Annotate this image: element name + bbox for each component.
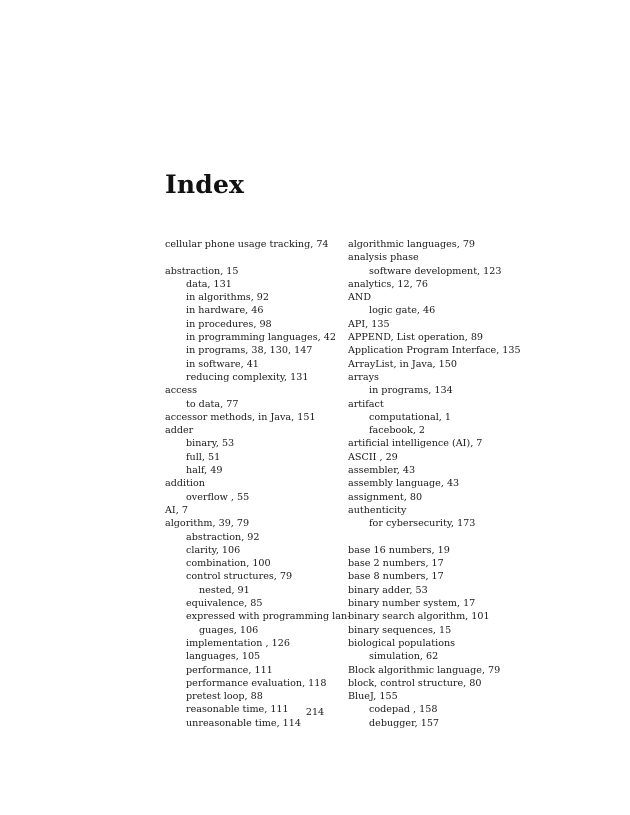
index-subentry: full, 51: [186, 451, 221, 463]
index-subentry: performance, 111: [186, 664, 273, 676]
index-gap: [348, 531, 518, 544]
index-entry: algorithm, 39, 79: [165, 518, 250, 530]
index-entry: AND: [348, 292, 372, 304]
index-subentry: codepad , 158: [369, 704, 438, 716]
index-entry: algorithmic languages, 79: [348, 239, 476, 250]
index-subentry: in software, 41: [186, 358, 259, 370]
index-column-right: [348, 238, 521, 730]
index-entry: base 8 numbers, 17: [348, 571, 444, 583]
index-entry: block, control structure, 80: [348, 677, 482, 689]
index-subentry: unreasonable time, 114: [186, 717, 301, 729]
index-gap: [165, 251, 335, 264]
index-subentry: debugger, 157: [369, 717, 440, 729]
page-title: Index: [165, 170, 245, 199]
index-subentry: expressed with programming lan-: [186, 611, 351, 623]
index-subentry: combination, 100: [186, 558, 271, 570]
index-subentry: simulation, 62: [369, 651, 439, 663]
index-subentry: for cybersecurity, 173: [369, 518, 476, 530]
index-entry: API, 135: [348, 318, 390, 330]
index-subentry: in hardware, 46: [186, 305, 264, 317]
index-entry: artificial intelligence (AI), 7: [348, 438, 483, 450]
index-subentry: guages, 106: [199, 624, 259, 636]
index-subentry: in procedures, 98: [186, 318, 272, 330]
index-entry: base 16 numbers, 19: [348, 544, 450, 556]
index-column-left: [165, 238, 351, 730]
index-subentry: overflow , 55: [186, 491, 250, 503]
index-subentry: performance evaluation, 118: [186, 677, 327, 689]
index-entry: analysis phase: [348, 252, 419, 264]
index-entry: assignment, 80: [348, 491, 423, 503]
index-subentry: languages, 105: [186, 651, 261, 663]
index-subentry: abstraction, 92: [186, 531, 260, 543]
index-subentry: binary, 53: [186, 438, 235, 450]
index-entry: addition: [165, 478, 205, 490]
index-entry: APPEND, List operation, 89: [348, 332, 484, 344]
index-subentry: logic gate, 46: [369, 305, 436, 317]
index-entry: adder: [165, 425, 194, 437]
index-entry: artifact: [348, 398, 384, 410]
index-entry: analytics, 12, 76: [348, 278, 428, 290]
index-subentry: implementation , 126: [186, 637, 290, 649]
index-subentry: to data, 77: [186, 398, 239, 410]
page-number: 214: [305, 707, 325, 718]
index-entry: authenticity: [348, 504, 407, 516]
index-entry: Application Program Interface, 135: [348, 345, 521, 357]
index-entry: access: [165, 385, 197, 397]
index-subentry: clarity, 106: [186, 544, 241, 556]
index-entry: Block algorithmic language, 79: [348, 664, 501, 676]
index-entry: assembler, 43: [348, 465, 416, 477]
index-subentry: half, 49: [186, 465, 223, 477]
index-entry: cellular phone usage tracking, 74: [165, 239, 329, 250]
index-subentry: equivalence, 85: [186, 598, 263, 610]
index-subentry: in programs, 38, 130, 147: [186, 345, 313, 357]
index-subentry: in programming languages, 42: [186, 332, 336, 344]
index-entry: abstraction, 15: [165, 265, 239, 277]
index-subentry: software development, 123: [369, 265, 502, 277]
index-entry: AI, 7: [165, 504, 188, 516]
index-subentry: nested, 91: [199, 584, 250, 596]
index-entry: binary sequences, 15: [348, 624, 452, 636]
index-subentry: control structures, 79: [186, 571, 293, 583]
index-entry: biological populations: [348, 637, 456, 649]
index-entry: BlueJ, 155: [348, 691, 398, 703]
index-subentry: reducing complexity, 131: [186, 371, 309, 383]
index-entry: arrays: [348, 371, 379, 383]
index-subentry: facebook, 2: [369, 425, 426, 437]
index-subentry: data, 131: [186, 278, 232, 290]
index-subentry: reasonable time, 111: [186, 704, 289, 716]
index-entry: binary adder, 53: [348, 584, 428, 596]
index-subentry: pretest loop, 88: [186, 691, 263, 703]
index-subentry: in algorithms, 92: [186, 292, 270, 304]
index-entry: ASCII , 29: [348, 451, 398, 463]
index-entry: accessor methods, in Java, 151: [165, 411, 316, 423]
index-entry: base 2 numbers, 17: [348, 558, 444, 570]
index-entry: binary number system, 17: [348, 598, 476, 610]
index-subentry: in programs, 134: [369, 385, 453, 397]
index-entry: binary search algorithm, 101: [348, 611, 490, 623]
index-subentry: computational, 1: [369, 411, 452, 423]
index-entry: ArrayList, in Java, 150: [348, 358, 457, 370]
index-entry: assembly language, 43: [348, 478, 460, 490]
